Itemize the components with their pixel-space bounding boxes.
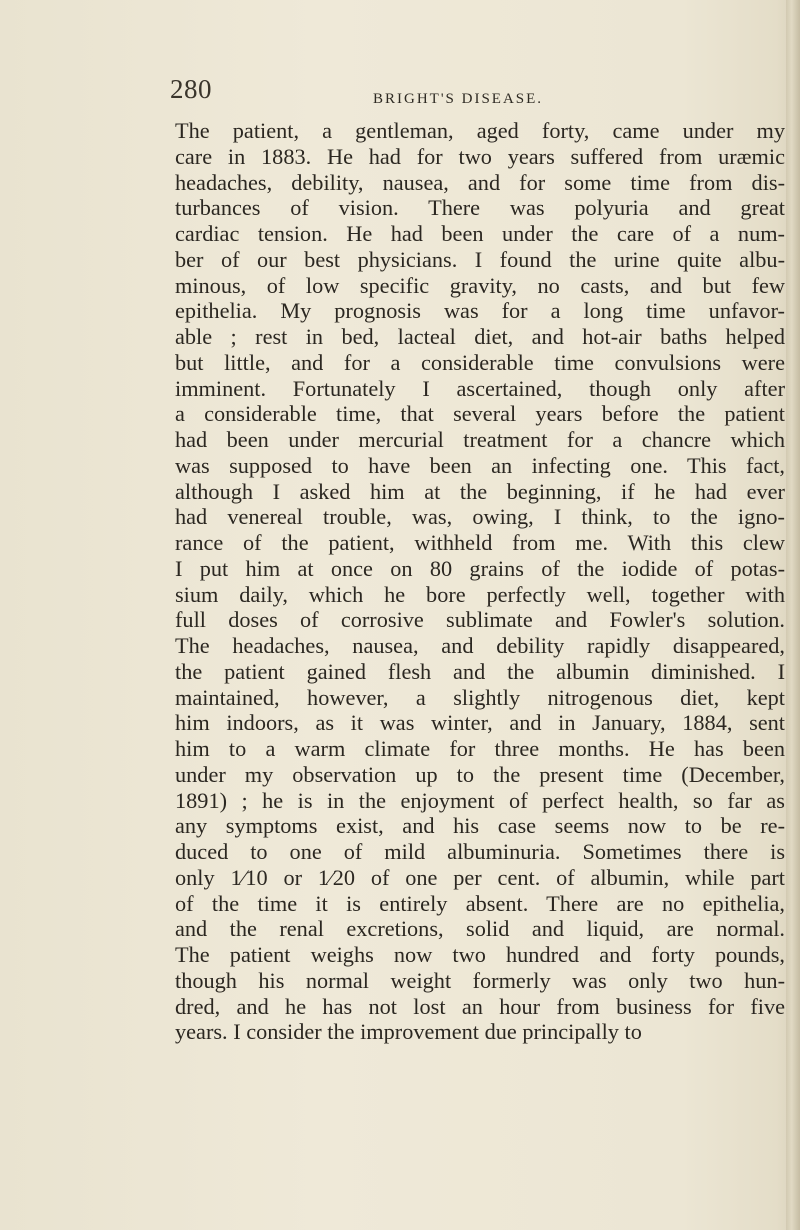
- text-line: was supposed to have been an infecting one. This fact,: [175, 452, 785, 478]
- text-line: only 1⁄10 or 1⁄20 of one per cent. of albumin, while part: [175, 864, 785, 890]
- text-line: turbances of vision. There was polyuria and great: [175, 195, 785, 221]
- running-head: BRIGHT'S DISEASE.: [373, 91, 544, 107]
- text-line: dred, and he has not lost an hour from business for five: [175, 993, 785, 1019]
- text-line: although I asked him at the beginning, if he had ever: [175, 478, 785, 504]
- body-paragraph: [175, 118, 785, 1045]
- text-line: under my observation up to the present time (December,: [175, 761, 785, 787]
- text-line: epithelia. My prognosis was for a long time unfavor-: [175, 298, 785, 324]
- text-line: and the renal excretions, solid and liquid, are normal.: [175, 916, 785, 942]
- text-line: duced to one of mild albuminuria. Sometimes there is: [175, 839, 785, 864]
- text-line: though his normal weight formerly was only two hun-: [175, 967, 785, 993]
- text-line: able ; rest in bed, lacteal diet, and hot-air baths helped: [175, 324, 785, 349]
- text-line: rance of the patient, withheld from me. With this clew: [175, 530, 785, 555]
- text-line: ber of our best physicians. I found the urine quite albu-: [175, 246, 785, 272]
- page-number: 280: [170, 74, 212, 104]
- text-line: The headaches, nausea, and debility rapidly disappeared,: [175, 633, 785, 658]
- text-line: had venereal trouble, was, owing, I think, to the igno-: [175, 504, 785, 530]
- text-line: headaches, debility, nausea, and for some time from dis-: [175, 169, 785, 195]
- text-line: had been under mercurial treatment for a chancre which: [175, 427, 785, 452]
- text-line: of the time it is entirely absent. There are no epithelia,: [175, 890, 785, 916]
- text-line: The patient, a gentleman, aged forty, came under my: [175, 118, 785, 143]
- text-line: care in 1883. He had for two years suffered from uræmic: [175, 143, 785, 169]
- text-line: any symptoms exist, and his case seems now to be re-: [175, 813, 785, 839]
- text-line: him indoors, as it was winter, and in January, 1884, sent: [175, 710, 785, 736]
- text-line: The patient weighs now two hundred and forty pounds,: [175, 942, 785, 967]
- text-line: sium daily, which he bore perfectly well, together with: [175, 581, 785, 607]
- page-edge-shadow: [786, 0, 800, 1230]
- text-line: I put him at once on 80 grains of the iodide of potas-: [175, 555, 785, 581]
- text-line: a considerable time, that several years before the patient: [175, 401, 785, 427]
- text-line: imminent. Fortunately I ascertained, though only after: [175, 375, 785, 401]
- text-line: 1891) ; he is in the enjoyment of perfect health, so far as: [175, 787, 785, 813]
- text-line: maintained, however, a slightly nitrogenous diet, kept: [175, 684, 785, 710]
- text-line: minous, of low specific gravity, no casts, and but few: [175, 272, 785, 298]
- text-line: him to a warm climate for three months. He has been: [175, 736, 785, 761]
- text-line: cardiac tension. He had been under the care of a num-: [175, 221, 785, 246]
- text-line: but little, and for a considerable time convulsions were: [175, 349, 785, 375]
- text-line: full doses of corrosive sublimate and Fowler's solution.: [175, 607, 785, 633]
- text-line: the patient gained flesh and the albumin diminished. I: [175, 658, 785, 684]
- text-line: years. I consider the improvement due principally to: [175, 1019, 642, 1045]
